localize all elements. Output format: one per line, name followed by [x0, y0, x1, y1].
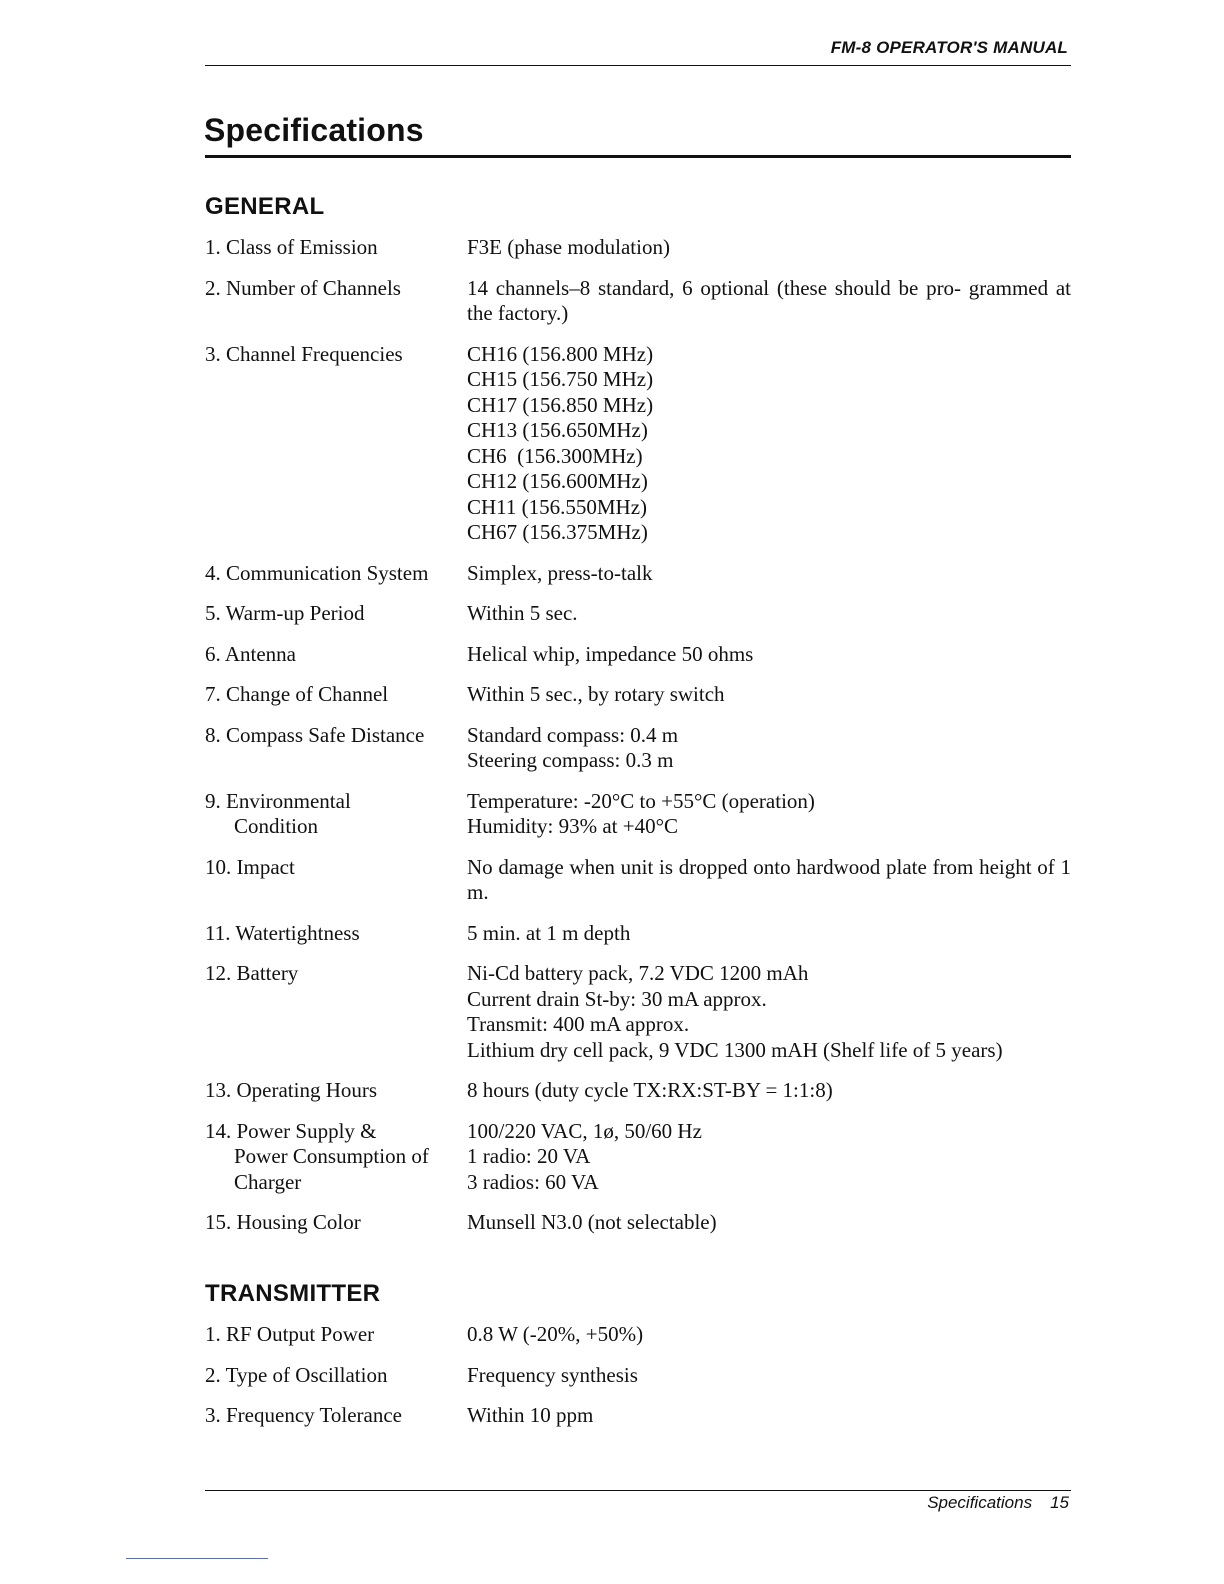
spec-value-line: Steering compass: 0.3 m — [467, 748, 674, 772]
spec-value-line: Lithium dry cell pack, 9 VDC 1300 mAH (Shelf life of 5 years) — [467, 1037, 1003, 1062]
spec-value-line: CH12 (156.600MHz) — [467, 469, 648, 493]
spec-label — [205, 1403, 467, 1429]
spec-value-line: Temperature: -20°C to +55°C (operation) — [467, 788, 815, 813]
spec-label-line: 13. Operating Hours — [205, 1078, 378, 1102]
spec-row — [205, 723, 1071, 774]
spec-value — [467, 1363, 1071, 1389]
spec-label — [205, 723, 467, 774]
spec-value-line: F3E (phase modulation) — [467, 235, 670, 259]
spec-value-line: CH13 (156.650MHz) — [467, 418, 648, 442]
spec-row — [205, 1322, 1071, 1348]
scan-mark-line — [126, 1558, 268, 1559]
spec-value — [467, 601, 1071, 627]
spec-label-line: 15. Housing Color — [205, 1210, 361, 1234]
spec-list-transmitter — [205, 1322, 1071, 1444]
header-rule — [205, 65, 1071, 66]
page-footer — [927, 1493, 1069, 1513]
spec-label-line: 7. Change of Channel — [205, 682, 389, 706]
spec-value-line: No damage when unit is dropped onto hardwood plate from height of 1 m. — [467, 854, 1071, 904]
spec-label — [205, 682, 467, 708]
spec-label — [205, 561, 467, 587]
spec-value-line: 5 min. at 1 m depth — [467, 920, 631, 945]
spec-row — [205, 682, 1071, 708]
spec-value-line: CH67 (156.375MHz) — [467, 520, 648, 544]
spec-value-line: Transmit: 400 mA approx. — [467, 1012, 690, 1036]
spec-row — [205, 601, 1071, 627]
spec-value-line: Within 10 ppm — [467, 1403, 594, 1427]
spec-label — [205, 1119, 467, 1196]
spec-value-line: 8 hours (duty cycle TX:RX:ST-BY = 1:1:8) — [467, 1078, 833, 1102]
spec-value-line: Munsell N3.0 (not selectable) — [467, 1210, 717, 1234]
spec-row — [205, 1210, 1071, 1236]
spec-value — [467, 921, 1071, 947]
spec-value-line: CH6 (156.300MHz) — [467, 443, 643, 468]
spec-label — [205, 276, 467, 327]
spec-value-line: Helical whip, impedance 50 ohms — [467, 641, 754, 666]
spec-value — [467, 1403, 1071, 1429]
spec-label — [205, 921, 467, 947]
footer-section-name: Specifications — [927, 1493, 1033, 1512]
spec-row — [205, 1119, 1071, 1196]
spec-row — [205, 789, 1071, 840]
spec-label — [205, 235, 467, 261]
spec-value-line: Standard compass: 0.4 m — [467, 722, 679, 747]
spec-value-line: 100/220 VAC, 1ø, 50/60 Hz — [467, 1118, 702, 1143]
title-rule — [205, 155, 1071, 158]
spec-value-line: CH11 (156.550MHz) — [467, 494, 648, 519]
spec-value — [467, 1078, 1071, 1104]
spec-value-line: Within 5 sec., by rotary switch — [467, 682, 725, 706]
spec-row — [205, 561, 1071, 587]
spec-row — [205, 1403, 1071, 1429]
spec-label-line: 9. Environmental — [205, 788, 351, 813]
spec-value — [467, 1322, 1071, 1348]
manual-title: FM-8 OPERATOR'S MANUAL — [830, 38, 1068, 57]
spec-label-line: 8. Compass Safe Distance — [205, 722, 425, 747]
spec-row — [205, 855, 1071, 906]
spec-value — [467, 682, 1071, 708]
spec-value — [467, 1210, 1071, 1236]
spec-label-line: Charger — [234, 1169, 302, 1194]
page-title: Specifications — [204, 112, 424, 148]
spec-value-line: 3 radios: 60 VA — [467, 1169, 599, 1194]
spec-label-line: 5. Warm-up Period — [205, 601, 365, 625]
section-heading-general: GENERAL — [205, 193, 325, 220]
spec-label-line: Power Consumption of — [234, 1144, 429, 1168]
section-heading-transmitter: TRANSMITTER — [205, 1280, 381, 1307]
spec-list-general — [205, 235, 1071, 1251]
spec-label-line: 12. Battery — [205, 961, 299, 985]
spec-label — [205, 642, 467, 668]
spec-label — [205, 1210, 467, 1236]
spec-value — [467, 276, 1071, 327]
spec-row — [205, 235, 1071, 261]
spec-label-line: 11. Watertightness — [205, 920, 360, 945]
spec-label — [205, 1322, 467, 1348]
spec-label-line: 4. Communication System — [205, 560, 429, 585]
spec-label — [205, 961, 467, 1063]
spec-label — [205, 855, 467, 906]
spec-row — [205, 276, 1071, 327]
spec-label-line: 10. Impact — [205, 854, 295, 879]
spec-label — [205, 342, 467, 546]
spec-value-line: Frequency synthesis — [467, 1362, 638, 1387]
spec-label — [205, 1078, 467, 1104]
spec-row — [205, 921, 1071, 947]
spec-label-line: 6. Antenna — [205, 641, 296, 666]
spec-value — [467, 723, 1071, 774]
spec-row — [205, 1363, 1071, 1389]
spec-value-line: 1 radio: 20 VA — [467, 1144, 591, 1168]
spec-value-line: CH16 (156.800 MHz) — [467, 341, 654, 366]
spec-value-line: Simplex, press-to-talk — [467, 560, 653, 585]
spec-value — [467, 642, 1071, 668]
spec-label-line: 14. Power Supply & — [205, 1118, 377, 1143]
spec-value-line: 0.8 W (-20%, +50%) — [467, 1322, 644, 1346]
spec-value-line: Current drain St-by: 30 mA approx. — [467, 986, 767, 1011]
spec-label-line: Condition — [234, 814, 319, 838]
spec-label-line: 3. Frequency Tolerance — [205, 1403, 402, 1427]
footer-rule — [205, 1490, 1071, 1491]
spec-row — [205, 642, 1071, 668]
spec-value — [467, 561, 1071, 587]
spec-label — [205, 1363, 467, 1389]
spec-label-line: 1. Class of Emission — [205, 235, 378, 259]
spec-label-line: 3. Channel Frequencies — [205, 341, 403, 366]
spec-label-line: 2. Number of Channels — [205, 275, 401, 300]
spec-value — [467, 1119, 1071, 1196]
spec-row — [205, 342, 1071, 546]
spec-label-line: 1. RF Output Power — [205, 1322, 375, 1346]
spec-value — [467, 855, 1071, 906]
spec-value-line: Within 5 sec. — [467, 601, 578, 625]
spec-value-line: Ni-Cd battery pack, 7.2 VDC 1200 mAh — [467, 961, 809, 985]
spec-value-line: CH15 (156.750 MHz) — [467, 367, 654, 391]
spec-value-line: CH17 (156.850 MHz) — [467, 392, 654, 417]
page-number: 15 — [1050, 1493, 1069, 1512]
spec-label-line: 2. Type of Oscillation — [205, 1362, 388, 1387]
spec-value-line: 14 channels–8 standard, 6 optional (these should be pro- grammed at the factory.) — [467, 275, 1071, 325]
spec-row — [205, 1078, 1071, 1104]
spec-value — [467, 342, 1071, 546]
spec-value — [467, 789, 1071, 840]
spec-value — [467, 235, 1071, 261]
spec-row — [205, 961, 1071, 1063]
spec-value-line: Humidity: 93% at +40°C — [467, 814, 678, 838]
spec-label — [205, 601, 467, 627]
spec-label — [205, 789, 467, 840]
spec-value — [467, 961, 1071, 1063]
